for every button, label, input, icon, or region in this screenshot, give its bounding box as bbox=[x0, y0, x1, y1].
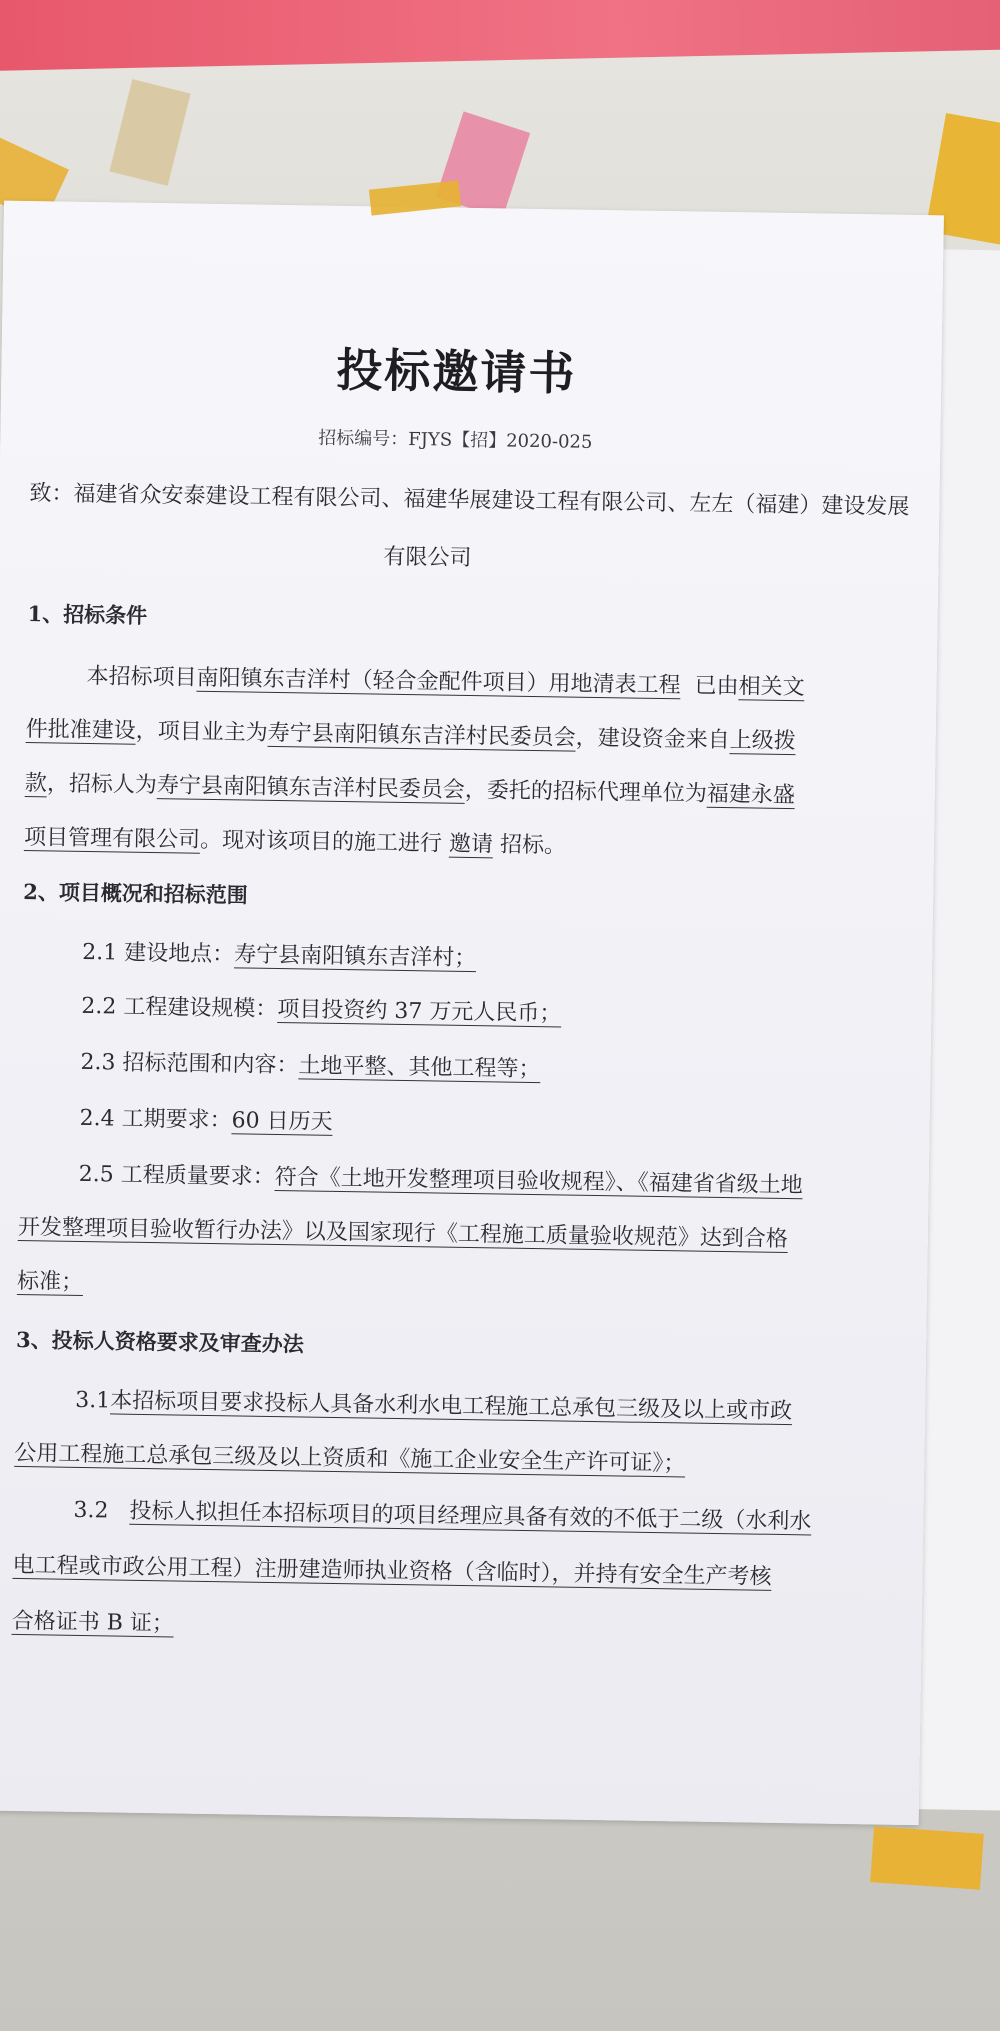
scope-item bbox=[22, 937, 932, 981]
tape-piece bbox=[870, 1826, 984, 1890]
item-label: 3.1 bbox=[75, 1387, 111, 1414]
notice-paper bbox=[0, 201, 944, 1826]
requirement-text: 电工程或市政公用工程）注册建造师执业资格（含临时），并持有安全生产考核 bbox=[12, 1552, 772, 1590]
item-value: 寿宁县南阳镇东吉洋村； bbox=[234, 942, 477, 972]
fund-source: 款 bbox=[24, 771, 48, 797]
approval-source: 相关文 bbox=[738, 674, 805, 701]
text-run: 。现对该项目的施工进行 bbox=[199, 827, 443, 857]
requirement-text: 投标人拟担任本招标项目的项目经理应具备有效的不低于二级（水利水 bbox=[129, 1498, 812, 1535]
section-heading: 3、投标人资格要求及审查办法 bbox=[15, 1326, 304, 1357]
project-name: 南阳镇东吉洋村（轻合金配件项目）用地清表工程 bbox=[196, 665, 681, 699]
tender-method: 邀请 bbox=[448, 831, 494, 858]
requirement-line bbox=[13, 1495, 923, 1539]
requirement-line bbox=[12, 1551, 862, 1594]
item-value: 土地平整、其他工程等； bbox=[298, 1053, 541, 1083]
addressee-text: 致：福建省众安泰建设工程有限公司、福建华展建设工程有限公司、左左（福建）建设发展 bbox=[29, 481, 910, 520]
item-label: 2.5 工程质量要求： bbox=[78, 1161, 275, 1190]
addressee-line bbox=[29, 479, 910, 522]
quality-requirement bbox=[17, 1267, 867, 1310]
section-heading: 1、招标条件 bbox=[27, 601, 148, 628]
requirement-text: 本招标项目要求投标人具备水利水电工程施工总承包三级及以上或市政 bbox=[110, 1388, 793, 1425]
item-label: 2.2 工程建设规模： bbox=[81, 993, 278, 1023]
scope-item bbox=[20, 1047, 930, 1091]
item-value: 标准； bbox=[16, 1268, 84, 1295]
paragraph-line bbox=[25, 769, 875, 812]
item-label: 2.3 招标范围和内容： bbox=[80, 1049, 299, 1079]
text-run: ，建设资金来自 bbox=[575, 725, 730, 754]
requirement-line bbox=[11, 1607, 861, 1650]
approval-source: 件批准建设 bbox=[25, 717, 136, 744]
scope-item bbox=[19, 1103, 929, 1147]
project-owner: 寿宁县南阳镇东吉洋村民委员会 bbox=[267, 720, 576, 751]
text-run: 已由 bbox=[694, 673, 739, 700]
addressee-line bbox=[28, 537, 1000, 586]
item-value: 开发整理项目验收暂行办法》以及国家现行《工程施工质量验收规范》达到合格 bbox=[17, 1214, 789, 1253]
text-run: ，委托的招标代理单位为 bbox=[464, 777, 708, 807]
quality-requirement bbox=[18, 1213, 868, 1256]
addressee-text: 有限公司 bbox=[383, 544, 472, 572]
item-label: 3.2 bbox=[73, 1497, 109, 1524]
requirement-line bbox=[14, 1439, 864, 1482]
text-run: 招标。 bbox=[499, 832, 567, 859]
fund-source: 上级拨 bbox=[729, 728, 796, 755]
document-title: 投标邀请书 bbox=[336, 342, 577, 401]
item-value: 60 日历天 bbox=[231, 1108, 333, 1135]
paragraph-line bbox=[24, 823, 874, 866]
tender-agent: 福建永盛 bbox=[706, 781, 796, 809]
item-value: 符合《土地开发整理项目验收规程》、《福建省省级土地 bbox=[274, 1164, 803, 1199]
text-run: 本招标项目 bbox=[86, 663, 197, 691]
item-label: 2.4 工期要求： bbox=[79, 1105, 232, 1134]
scope-item bbox=[21, 991, 931, 1035]
requirement-line bbox=[15, 1385, 925, 1429]
quality-requirement bbox=[19, 1159, 929, 1203]
requirement-text: 公用工程施工总承包三级及以上资质和《施工企业安全生产许可证》； bbox=[14, 1440, 686, 1477]
requirement-text: 合格证书 B 证； bbox=[11, 1608, 175, 1637]
tender-number: 招标编号：FJYS【招】2020-025 bbox=[318, 427, 593, 453]
item-label: 2.1 建设地点： bbox=[82, 939, 235, 968]
section-heading: 2、项目概况和招标范围 bbox=[23, 879, 249, 908]
item-value: 项目投资约 37 万元人民币； bbox=[277, 997, 562, 1027]
text-run: ，项目业主为 bbox=[135, 718, 268, 746]
paragraph-line bbox=[26, 661, 936, 705]
tender-agent: 项目管理有限公司 bbox=[23, 825, 201, 853]
paragraph-line bbox=[26, 715, 876, 758]
tenderer: 寿宁县南阳镇东吉洋村民委员会 bbox=[156, 773, 466, 803]
text-run: ，招标人为 bbox=[46, 771, 158, 799]
